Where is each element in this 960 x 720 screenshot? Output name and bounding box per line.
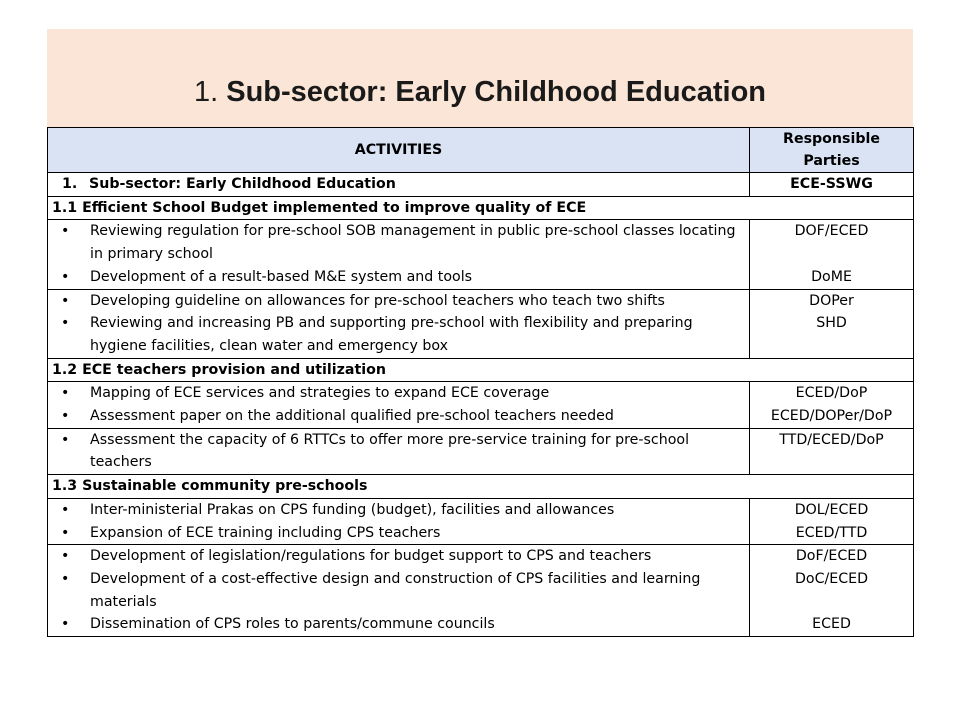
responsible-cell bbox=[750, 428, 914, 474]
activity-list bbox=[52, 429, 745, 474]
responsible-cell bbox=[750, 498, 914, 544]
subsector-label: Sub-sector: Early Childhood Education bbox=[89, 176, 396, 192]
title-band bbox=[47, 29, 913, 127]
subsector-cell bbox=[48, 173, 750, 197]
activity-item: • Development of a cost-effective design and construction of CPS facilities and learning materials bbox=[90, 568, 745, 613]
activity-list bbox=[52, 382, 745, 427]
activity-list bbox=[52, 220, 745, 288]
responsible-party bbox=[754, 243, 909, 266]
activity-row bbox=[48, 289, 914, 358]
responsible-party: DoME bbox=[811, 268, 852, 285]
subsector-row bbox=[48, 173, 914, 197]
activity-list bbox=[52, 499, 745, 544]
responsible-party: ECED/DoP bbox=[795, 385, 868, 402]
subsector-number: 1. bbox=[62, 176, 78, 192]
title-text: Sub-sector: Early Childhood Education bbox=[226, 76, 766, 108]
responsible-party: ECED/TTD bbox=[795, 524, 868, 541]
responsible-party: ECED/DOPer/DoP bbox=[770, 408, 893, 425]
table-body bbox=[48, 173, 914, 637]
activity-item: • Expansion of ECE training including CPS teachers bbox=[90, 522, 745, 545]
activity-item: • Assessment the capacity of 6 RTTCs to offer more pre-service training for pre-school teachers bbox=[90, 429, 745, 474]
activities-cell bbox=[48, 498, 750, 544]
section-heading-row bbox=[48, 475, 914, 499]
title-number: 1. bbox=[193, 76, 219, 108]
activities-cell bbox=[48, 382, 750, 428]
activities-cell bbox=[48, 545, 750, 637]
activities-table bbox=[47, 127, 914, 637]
responsible-party: TTD/ECED/DoP bbox=[779, 431, 884, 448]
activities-cell bbox=[48, 220, 750, 289]
activities-cell bbox=[48, 289, 750, 358]
header-activities: ACTIVITIES bbox=[48, 128, 750, 173]
activity-list bbox=[52, 545, 745, 636]
page-title bbox=[47, 76, 913, 109]
activity-item: • Reviewing regulation for pre-school SOB management in public pre-school classes locating in primary school bbox=[90, 220, 745, 265]
activity-item: • Developing guideline on allowances for pre-school teachers who teach two shifts bbox=[90, 290, 745, 313]
activity-item: • Development of legislation/regulations for budget support to CPS and teachers bbox=[90, 545, 745, 568]
responsible-cell bbox=[750, 545, 914, 637]
activity-item: • Mapping of ECE services and strategies to expand ECE coverage bbox=[90, 382, 745, 405]
responsible-party: DOF/ECED bbox=[794, 223, 869, 240]
responsible-cell bbox=[750, 220, 914, 289]
responsible-party bbox=[754, 591, 909, 614]
section-heading-row bbox=[48, 358, 914, 382]
activities-cell bbox=[48, 428, 750, 474]
activity-row bbox=[48, 220, 914, 289]
responsible-party: DOPer bbox=[809, 292, 854, 309]
activity-item: • Development of a result-based M&E system and tools bbox=[90, 266, 745, 289]
subsector-party: ECE-SSWG bbox=[750, 173, 914, 197]
activity-row bbox=[48, 428, 914, 474]
activity-list bbox=[52, 290, 745, 358]
activity-row bbox=[48, 382, 914, 428]
activity-item: • Reviewing and increasing PB and supporting pre-school with flexibility and preparing hygiene facilities, clean water and emergency box bbox=[90, 312, 745, 357]
header-responsible: Responsible Parties bbox=[750, 128, 914, 173]
section-heading: 1.1 Efficient School Budget implemented to improve quality of ECE bbox=[48, 196, 914, 220]
responsible-party: SHD bbox=[816, 315, 847, 332]
responsible-party: DOL/ECED bbox=[794, 501, 869, 518]
section-heading-row bbox=[48, 196, 914, 220]
responsible-party: DoC/ECED bbox=[794, 570, 869, 587]
activity-row bbox=[48, 545, 914, 637]
responsible-party: ECED bbox=[812, 616, 851, 633]
activity-row bbox=[48, 498, 914, 544]
activity-item: • Assessment paper on the additional qualified pre-school teachers needed bbox=[90, 405, 745, 428]
responsible-cell bbox=[750, 382, 914, 428]
section-heading: 1.3 Sustainable community pre-schools bbox=[48, 475, 914, 499]
section-heading: 1.2 ECE teachers provision and utilization bbox=[48, 358, 914, 382]
activity-item: • Dissemination of CPS roles to parents/commune councils bbox=[90, 613, 745, 636]
responsible-party: DoF/ECED bbox=[795, 548, 868, 565]
responsible-cell bbox=[750, 289, 914, 358]
activity-item: • Inter-ministerial Prakas on CPS funding (budget), facilities and allowances bbox=[90, 499, 745, 522]
